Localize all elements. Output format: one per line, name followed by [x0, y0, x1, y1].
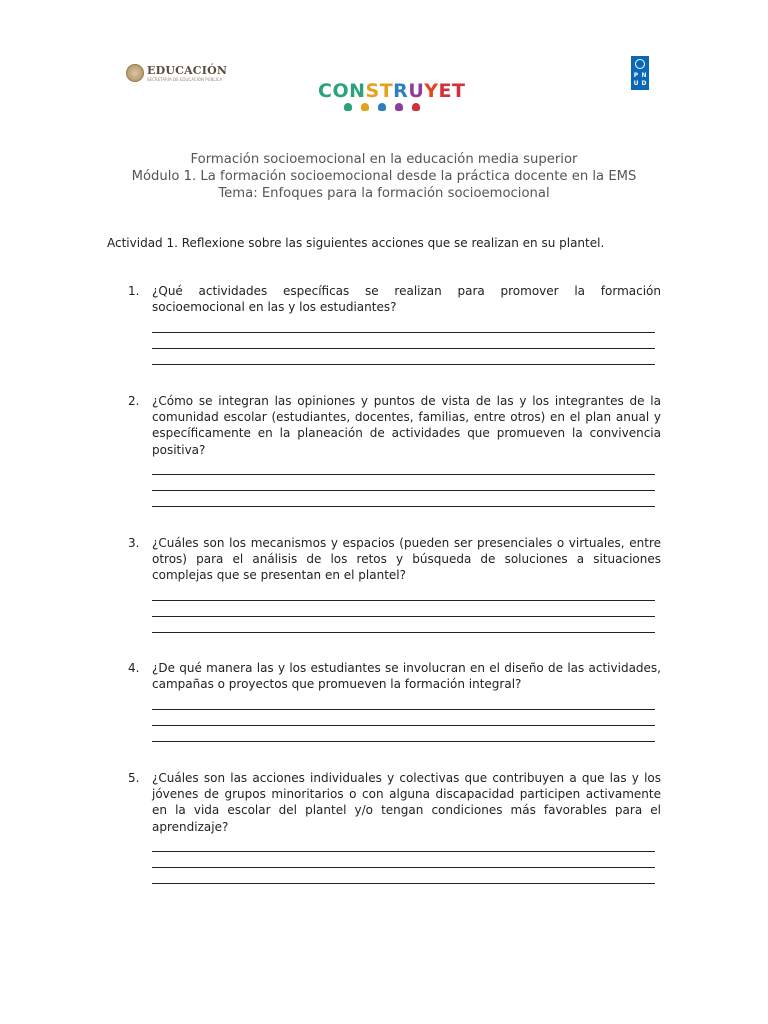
un-globe-icon [635, 59, 645, 69]
answer-area[interactable] [152, 836, 655, 885]
question-item [128, 283, 661, 365]
construye-logo-letter: T [452, 80, 466, 102]
answer-line[interactable] [152, 836, 655, 852]
course-title: Formación socioemocional en la educación media superior [190, 152, 578, 167]
question-text: ¿Cuáles son los mecanismos y espacios (pueden ser presenciales o virtuales, entre otros) para el análisis de los retos y búsqueda de soluciones a situaciones complejas que se presentan en el plantel? [152, 536, 661, 583]
educacion-logo-text: EDUCACIÓN [147, 63, 228, 77]
answer-line[interactable] [152, 491, 655, 507]
construye-logo-letter: N [349, 80, 366, 102]
construye-t-logo-text [318, 80, 466, 102]
answer-line[interactable] [152, 316, 655, 332]
answer-line[interactable] [152, 726, 655, 742]
pnud-letters: P N U D [633, 72, 647, 87]
question-text: ¿De qué manera las y los estudiantes se involucran en el diseño de las actividades, campañas o proyectos que promueven la formación integral? [152, 661, 661, 692]
question-text: ¿Cómo se integran las opiniones y puntos de vista de las y los integrantes de la comunidad escolar (estudiantes, docentes, familias, entre otros) en el plan anual y específicamente en la planeación de actividades que promueven la convivencia positiva? [152, 394, 661, 457]
topic-title: Tema: Enfoques para la formación socioemocional [218, 186, 550, 202]
question-item [128, 660, 661, 742]
construye-logo-letter: R [393, 80, 409, 102]
construye-figures-icon [344, 103, 452, 111]
answer-line[interactable] [152, 710, 655, 726]
answer-line[interactable] [152, 693, 655, 709]
answer-line[interactable] [152, 585, 655, 601]
question-item [128, 770, 661, 884]
construye-logo-letter: U [408, 80, 425, 102]
activity-instruction: Actividad 1. Reflexione sobre las siguientes acciones que se realizan en su plantel. [107, 236, 605, 250]
construye-logo-letter: S [365, 80, 380, 102]
national-seal-icon [126, 64, 144, 82]
answer-area[interactable] [152, 459, 655, 508]
question-number: 4. [128, 661, 140, 675]
answer-line[interactable] [152, 349, 655, 365]
question-number: 3. [128, 536, 140, 550]
answer-line[interactable] [152, 475, 655, 491]
answer-line[interactable] [152, 459, 655, 475]
answer-line[interactable] [152, 333, 655, 349]
module-title: Módulo 1. La formación socioemocional desde la práctica docente en la EMS [131, 169, 637, 185]
document-titles [0, 151, 768, 203]
answer-line[interactable] [152, 868, 655, 884]
construye-t-logo [318, 80, 466, 120]
pnud-logo [631, 56, 649, 90]
construye-logo-letter: O [332, 80, 350, 102]
question-number: 2. [128, 394, 140, 408]
answer-area[interactable] [152, 585, 655, 634]
question-text: ¿Qué actividades específicas se realizan para promover la formación socioemocional en las y los estudiantes? [152, 284, 661, 315]
construye-logo-letter: E [438, 80, 452, 102]
question-number: 5. [128, 771, 140, 785]
question-item [128, 535, 661, 633]
answer-line[interactable] [152, 601, 655, 617]
answer-area[interactable] [152, 693, 655, 742]
question-number: 1. [128, 284, 140, 298]
educacion-logo-subtext: SECRETARÍA DE EDUCACIÓN PÚBLICA [147, 76, 223, 82]
construye-logo-letter: C [318, 80, 333, 102]
question-item [128, 393, 661, 507]
answer-area[interactable] [152, 316, 655, 365]
answer-line[interactable] [152, 617, 655, 633]
question-text: ¿Cuáles son las acciones individuales y colectivas que contribuyen a que las y los jóvenes de grupos minoritarios o con alguna discapacidad participen activamente en la vida escolar del plantel y/o tengan condiciones más favorables para el aprendizaje? [152, 771, 661, 834]
construye-logo-letter: T [379, 80, 394, 102]
answer-line[interactable] [152, 852, 655, 868]
educacion-logo [126, 62, 227, 84]
construye-logo-letter: Y [424, 80, 439, 102]
